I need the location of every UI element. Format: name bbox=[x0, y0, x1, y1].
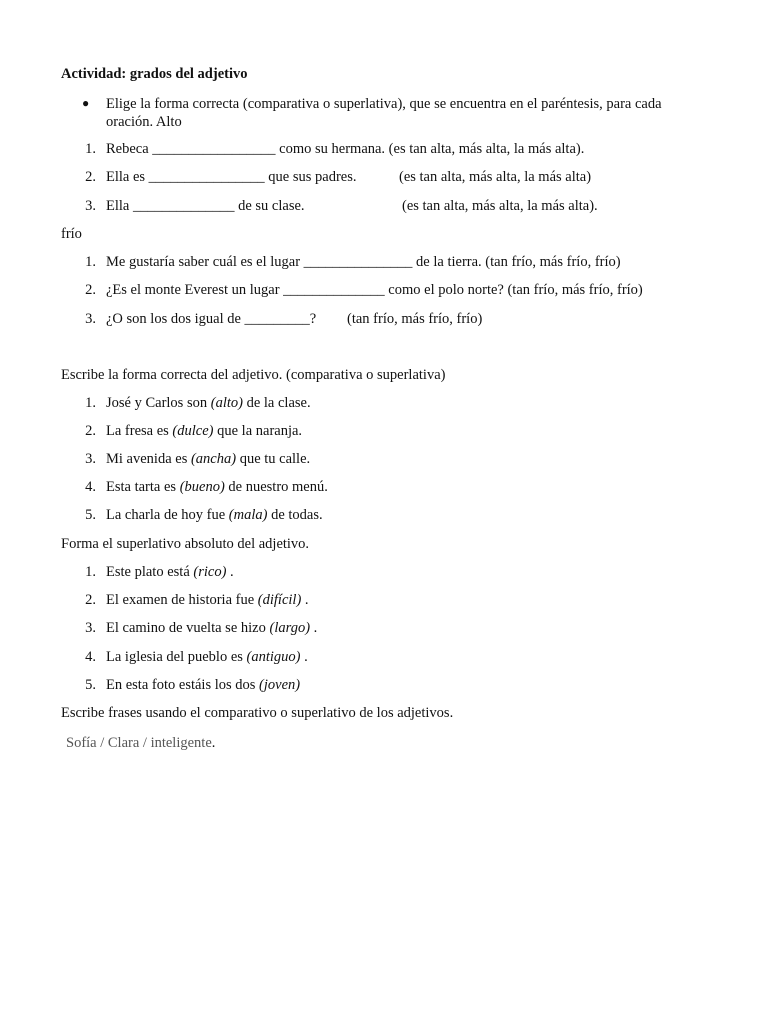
item-number: 5. bbox=[85, 677, 96, 693]
item-hint: (tan frío, más frío, frío) bbox=[347, 311, 483, 327]
item-text: La fresa es (dulce) que la naranja. bbox=[106, 423, 303, 439]
instruction-text: Elige la forma correcta (comparativa o superlativa), que se encuentra en el paréntesis, para cada oración. Alto bbox=[106, 96, 662, 130]
adjective: (mala) bbox=[228, 507, 268, 523]
item-text: Este plato está (rico) . bbox=[106, 564, 234, 580]
item-text: José y Carlos son (alto) de la clase. bbox=[106, 395, 311, 411]
item-number: 3. bbox=[85, 451, 96, 467]
item-text: Esta tarta es (bueno) de nuestro menú. bbox=[106, 479, 328, 495]
item-number: 4. bbox=[85, 649, 96, 665]
item-number: 1. bbox=[85, 254, 96, 270]
adjective: (bueno) bbox=[179, 479, 225, 495]
example-period: . bbox=[211, 735, 216, 751]
adjective: (joven) bbox=[259, 677, 301, 693]
adjective: (dulce) bbox=[172, 423, 214, 439]
item-number: 3. bbox=[85, 620, 96, 636]
item-number: 1. bbox=[85, 141, 96, 157]
adjective: (largo) bbox=[269, 620, 311, 636]
item-text: Mi avenida es (ancha) que tu calle. bbox=[106, 451, 311, 467]
item-number: 3. bbox=[85, 198, 96, 214]
item-text: El examen de historia fue (difícil) . bbox=[106, 592, 309, 608]
item-number: 5. bbox=[85, 507, 96, 523]
item-text: La charla de hoy fue (mala) de todas. bbox=[106, 507, 323, 523]
item-text: En esta foto estáis los dos (joven) bbox=[106, 677, 301, 693]
item-number: 1. bbox=[85, 564, 96, 580]
item-hint: (es tan alta, más alta, la más alta). bbox=[402, 198, 598, 214]
item-text: ¿O son los dos igual de _________? bbox=[106, 311, 317, 327]
item-text: La iglesia del pueblo es (antiguo) . bbox=[106, 649, 308, 665]
item-number: 2. bbox=[85, 282, 96, 298]
adjective: (difícil) bbox=[257, 592, 302, 608]
frio-label: frío bbox=[61, 226, 82, 242]
item-number: 2. bbox=[85, 423, 96, 439]
item-number: 2. bbox=[85, 169, 96, 185]
example-text: Sofía / Clara / inteligente bbox=[66, 735, 212, 751]
adjective: (antiguo) bbox=[246, 649, 301, 665]
item-number: 1. bbox=[85, 395, 96, 411]
adjective: (alto) bbox=[210, 395, 243, 411]
adjective: (rico) bbox=[193, 564, 227, 580]
page-title: Actividad: grados del adjetivo bbox=[61, 66, 248, 82]
item-number: 3. bbox=[85, 311, 96, 327]
item-text: Ella ______________ de su clase. bbox=[106, 198, 305, 214]
example-sentence bbox=[66, 734, 215, 752]
item-text: El camino de vuelta se hizo (largo) . bbox=[106, 620, 318, 636]
section-heading: Forma el superlativo absoluto del adjetivo. bbox=[61, 536, 310, 552]
item-text: Me gustaría saber cuál es el lugar _______________ de la tierra. (tan frío, más frío, frío) bbox=[106, 254, 621, 270]
item-text: ¿Es el monte Everest un lugar ______________ como el polo norte? (tan frío, más frío, frío) bbox=[106, 282, 643, 298]
section-heading: Escribe la forma correcta del adjetivo. (comparativa o superlativa) bbox=[61, 367, 446, 383]
adjective: (ancha) bbox=[190, 451, 237, 467]
item-number: 4. bbox=[85, 479, 96, 495]
item-number: 2. bbox=[85, 592, 96, 608]
item-text: Rebeca _________________ como su hermana. (es tan alta, más alta, la más alta). bbox=[106, 141, 585, 157]
item-hint: (es tan alta, más alta, la más alta) bbox=[399, 169, 592, 185]
bullet-icon: ● bbox=[82, 96, 90, 110]
item-text: Ella es ________________ que sus padres. bbox=[106, 169, 357, 185]
section-heading: Escribe frases usando el comparativo o superlativo de los adjetivos. bbox=[61, 705, 454, 721]
